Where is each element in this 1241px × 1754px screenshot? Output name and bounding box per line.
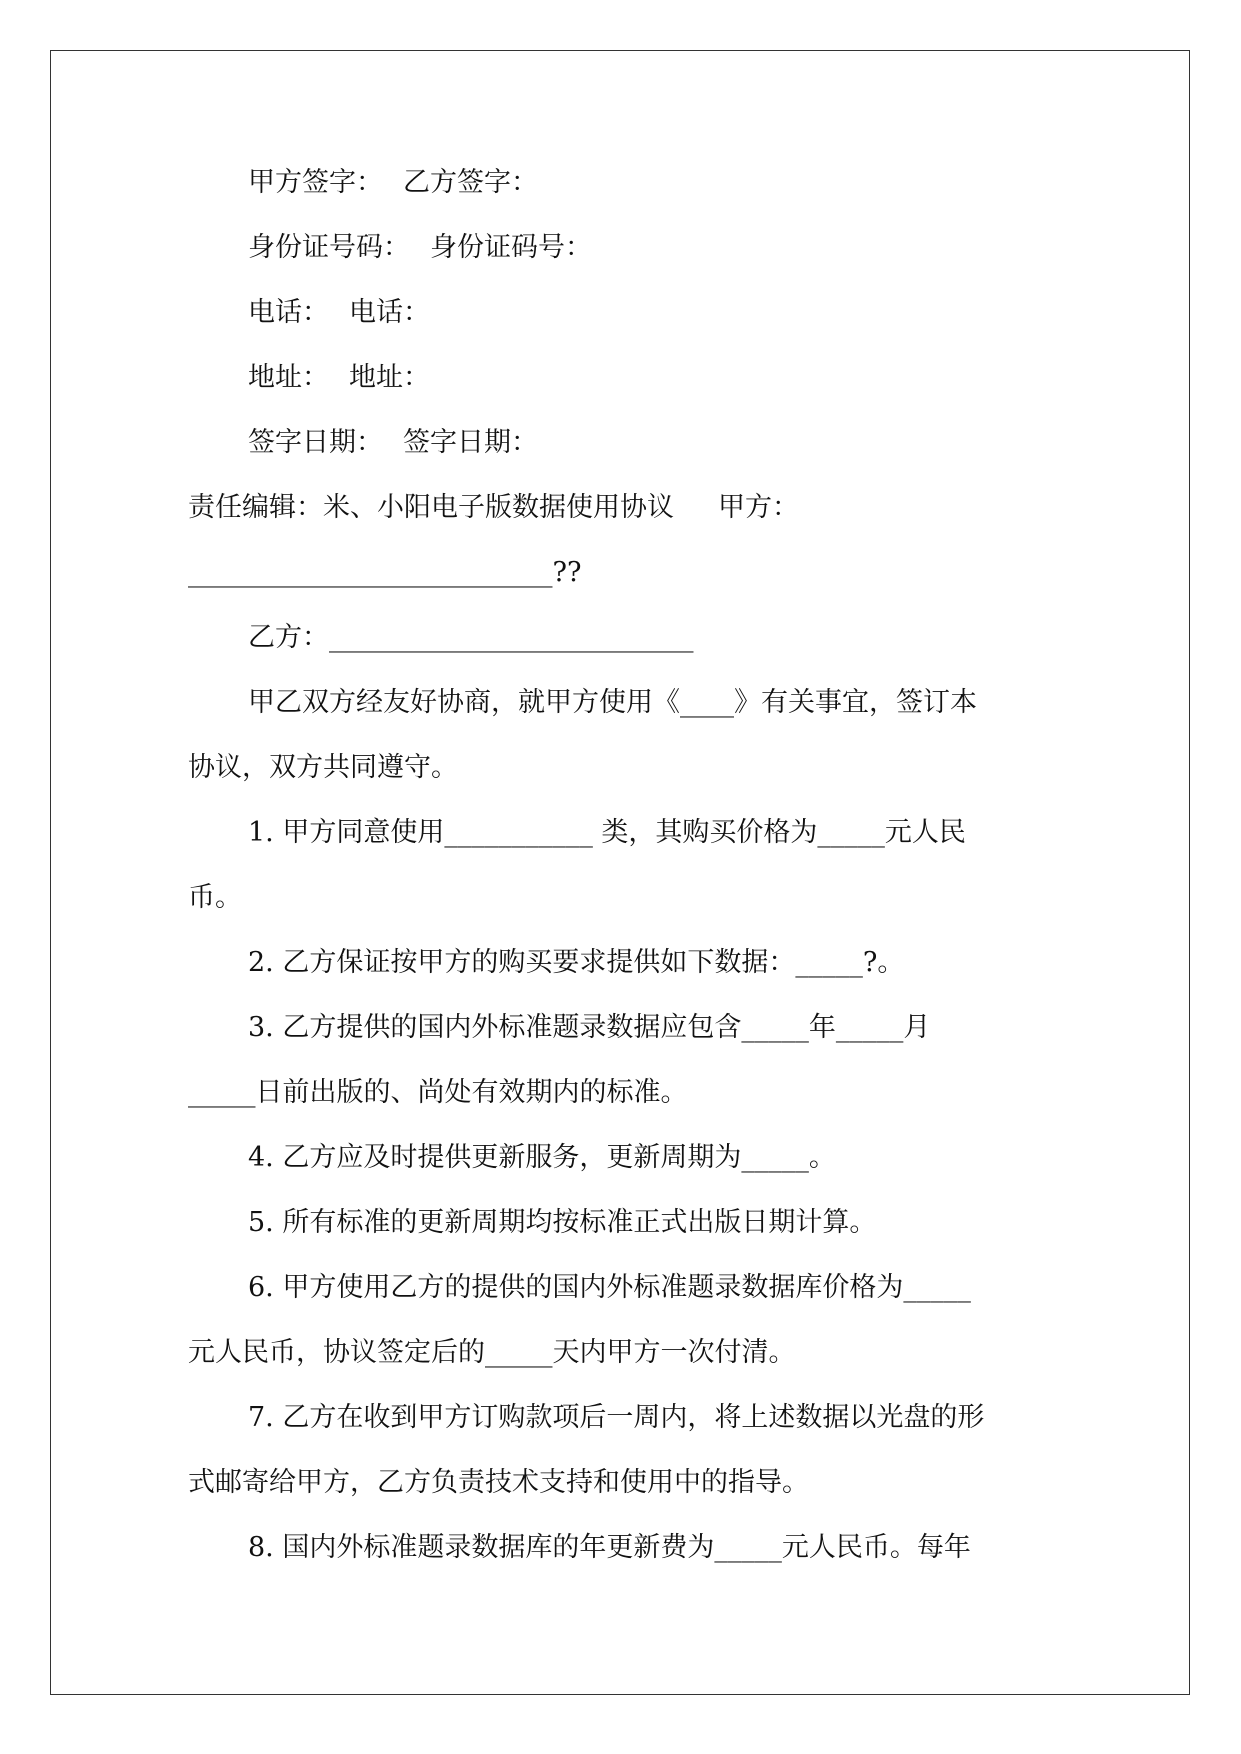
clause-2: 2. 乙方保证按甲方的购买要求提供如下数据：_____?。 <box>248 947 905 978</box>
intro-line-2: 协议，双方共同遵守。 <box>188 752 458 783</box>
clause-4: 4. 乙方应及时提供更新服务，更新周期为_____。 <box>248 1142 836 1173</box>
sign-date-row <box>188 410 1063 475</box>
party-b-line: 乙方：___________________________ <box>248 622 694 653</box>
clause-1-line-1: 1. 甲方同意使用___________ 类，其购买价格为_____元人民 <box>248 817 966 848</box>
editor-title: 责任编辑：米、小阳电子版数据使用协议 <box>188 492 674 523</box>
address-b-label: 地址： <box>349 362 430 393</box>
party-a-blank-row <box>188 540 1063 605</box>
party-a-label: 甲方： <box>718 492 799 523</box>
intro-line-1: 甲乙双方经友好协商，就甲方使用《____》有关事宜，签订本 <box>248 687 977 718</box>
id-number-b-label: 身份证码号： <box>430 232 592 263</box>
clause-1-line-2: 币。 <box>188 882 242 913</box>
clause-7-line-2: 式邮寄给甲方，乙方负责技术支持和使用中的指导。 <box>188 1467 809 1498</box>
address-row <box>188 345 1063 410</box>
clause-7-line-1: 7. 乙方在收到甲方订购款项后一周内，将上述数据以光盘的形 <box>248 1402 985 1433</box>
phone-a-label: 电话： <box>248 297 329 328</box>
phone-b-label: 电话： <box>349 297 430 328</box>
address-a-label: 地址： <box>248 362 329 393</box>
party-a-blank: ___________________________?? <box>188 557 582 588</box>
sign-date-b-label: 签字日期： <box>403 427 538 458</box>
clause-6-line-1: 6. 甲方使用乙方的提供的国内外标准题录数据库价格为_____ <box>248 1272 971 1303</box>
id-number-a-label: 身份证号码： <box>248 232 410 263</box>
document-body <box>188 150 1063 1580</box>
sign-date-a-label: 签字日期： <box>248 427 383 458</box>
phone-row <box>188 280 1063 345</box>
clause-3-line-2: _____日前出版的、尚处有效期内的标准。 <box>188 1077 688 1108</box>
clause-5: 5. 所有标准的更新周期均按标准正式出版日期计算。 <box>248 1207 877 1238</box>
party-b-signature-label: 乙方签字： <box>403 167 538 198</box>
party-a-signature-label: 甲方签字： <box>248 167 383 198</box>
signature-row <box>188 150 1063 215</box>
clause-8-line-1: 8. 国内外标准题录数据库的年更新费为_____元人民币。每年 <box>248 1532 971 1563</box>
editor-title-row <box>188 475 1063 540</box>
id-number-row <box>188 215 1063 280</box>
clause-6-line-2: 元人民币，协议签定后的_____天内甲方一次付清。 <box>188 1337 796 1368</box>
clause-3-line-1: 3. 乙方提供的国内外标准题录数据应包含_____年_____月 <box>248 1012 931 1043</box>
party-b-row <box>188 605 1063 670</box>
